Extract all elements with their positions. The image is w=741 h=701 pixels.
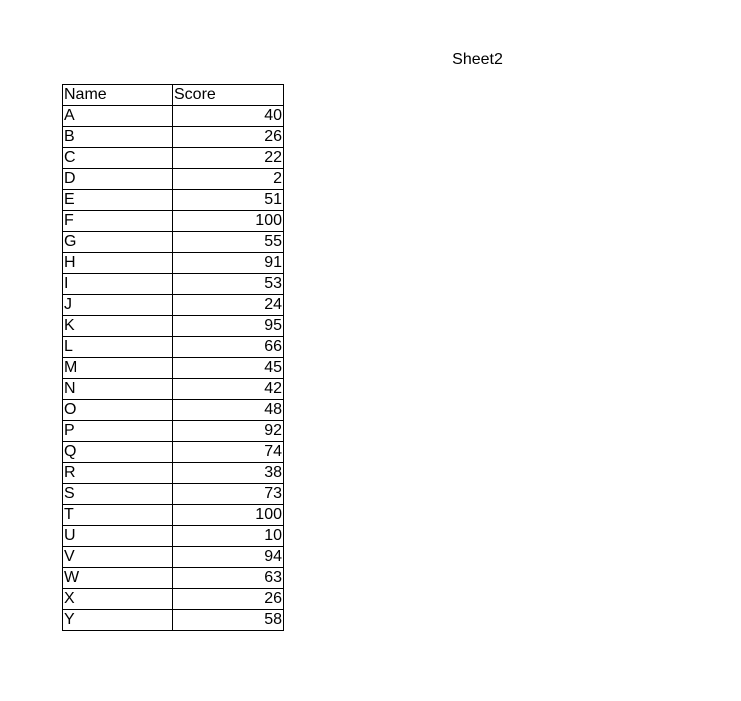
name-cell: W bbox=[63, 568, 173, 589]
table-row bbox=[63, 400, 284, 421]
name-cell: J bbox=[63, 295, 173, 316]
table-row bbox=[63, 232, 284, 253]
column-header-score: Score bbox=[173, 85, 284, 106]
score-cell: 48 bbox=[173, 400, 284, 421]
score-cell: 24 bbox=[173, 295, 284, 316]
score-cell: 100 bbox=[173, 211, 284, 232]
name-cell: L bbox=[63, 337, 173, 358]
score-cell: 63 bbox=[173, 568, 284, 589]
table-row bbox=[63, 169, 284, 190]
score-cell: 66 bbox=[173, 337, 284, 358]
name-cell: Y bbox=[63, 610, 173, 631]
table-row bbox=[63, 316, 284, 337]
table-row bbox=[63, 526, 284, 547]
name-cell: Q bbox=[63, 442, 173, 463]
score-cell: 92 bbox=[173, 421, 284, 442]
name-cell: H bbox=[63, 253, 173, 274]
name-cell: P bbox=[63, 421, 173, 442]
table-row bbox=[63, 589, 284, 610]
name-cell: E bbox=[63, 190, 173, 211]
name-cell: C bbox=[63, 148, 173, 169]
table-row bbox=[63, 274, 284, 295]
table-row bbox=[63, 610, 284, 631]
score-cell: 73 bbox=[173, 484, 284, 505]
name-cell: N bbox=[63, 379, 173, 400]
score-cell: 38 bbox=[173, 463, 284, 484]
name-cell: X bbox=[63, 589, 173, 610]
table-row bbox=[63, 106, 284, 127]
name-cell: R bbox=[63, 463, 173, 484]
score-cell: 22 bbox=[173, 148, 284, 169]
table-header-row bbox=[63, 85, 284, 106]
table-row bbox=[63, 568, 284, 589]
table-row bbox=[63, 421, 284, 442]
score-cell: 40 bbox=[173, 106, 284, 127]
column-header-name: Name bbox=[63, 85, 173, 106]
score-cell: 95 bbox=[173, 316, 284, 337]
table-row bbox=[63, 547, 284, 568]
table-row bbox=[63, 463, 284, 484]
table-row bbox=[63, 442, 284, 463]
name-cell: U bbox=[63, 526, 173, 547]
score-cell: 94 bbox=[173, 547, 284, 568]
score-cell: 100 bbox=[173, 505, 284, 526]
name-cell: O bbox=[63, 400, 173, 421]
name-cell: S bbox=[63, 484, 173, 505]
name-cell: M bbox=[63, 358, 173, 379]
score-cell: 53 bbox=[173, 274, 284, 295]
table-row bbox=[63, 295, 284, 316]
score-cell: 26 bbox=[173, 127, 284, 148]
table-row bbox=[63, 148, 284, 169]
name-cell: K bbox=[63, 316, 173, 337]
score-cell: 74 bbox=[173, 442, 284, 463]
table-row bbox=[63, 379, 284, 400]
score-cell: 42 bbox=[173, 379, 284, 400]
sheet-title: Sheet2 bbox=[452, 51, 503, 68]
score-cell: 45 bbox=[173, 358, 284, 379]
name-cell: D bbox=[63, 169, 173, 190]
name-cell: I bbox=[63, 274, 173, 295]
score-cell: 10 bbox=[173, 526, 284, 547]
table-row bbox=[63, 484, 284, 505]
table-row bbox=[63, 190, 284, 211]
table-row bbox=[63, 337, 284, 358]
table-row bbox=[63, 505, 284, 526]
table-row bbox=[63, 358, 284, 379]
name-cell: A bbox=[63, 106, 173, 127]
score-cell: 55 bbox=[173, 232, 284, 253]
score-cell: 91 bbox=[173, 253, 284, 274]
name-cell: V bbox=[63, 547, 173, 568]
name-cell: T bbox=[63, 505, 173, 526]
score-cell: 26 bbox=[173, 589, 284, 610]
table-row bbox=[63, 253, 284, 274]
table-body bbox=[63, 106, 284, 631]
table-row bbox=[63, 127, 284, 148]
score-cell: 2 bbox=[173, 169, 284, 190]
score-cell: 58 bbox=[173, 610, 284, 631]
score-cell: 51 bbox=[173, 190, 284, 211]
name-cell: B bbox=[63, 127, 173, 148]
name-cell: G bbox=[63, 232, 173, 253]
name-cell: F bbox=[63, 211, 173, 232]
table-row bbox=[63, 211, 284, 232]
score-table bbox=[62, 84, 284, 631]
